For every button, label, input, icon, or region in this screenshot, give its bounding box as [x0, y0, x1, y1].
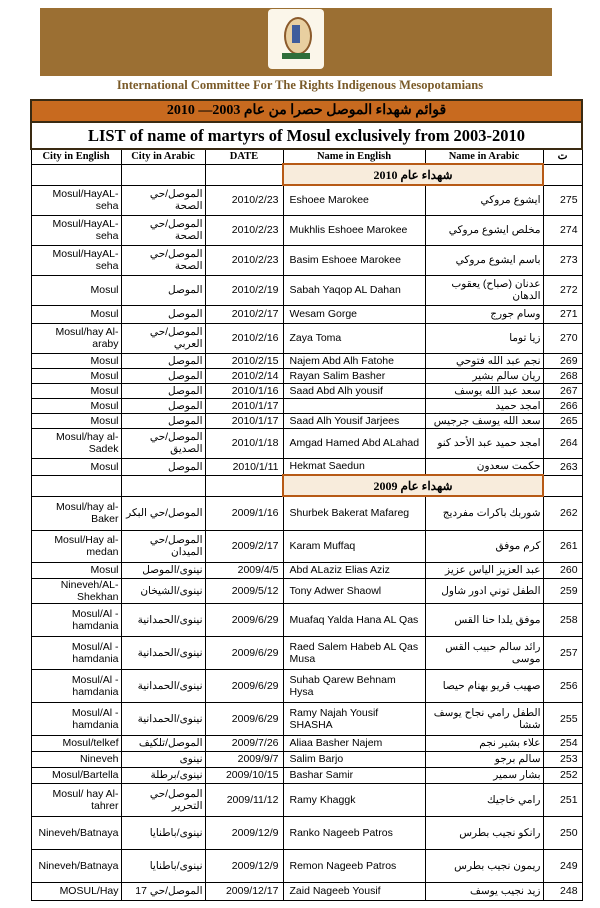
- name-arabic-cell: امجد حميد: [425, 398, 543, 413]
- date-cell: 2010/1/17: [205, 398, 283, 413]
- table-row: [31, 735, 582, 751]
- name-english-cell: Najem Abd Alh Fatohe: [283, 353, 425, 368]
- date-cell: 2009/12/9: [205, 849, 283, 882]
- col-city-english: City in English: [31, 149, 121, 164]
- name-arabic-cell: سعد عبد الله يوسف: [425, 383, 543, 398]
- table-row: [31, 368, 582, 383]
- city-arabic-cell: الموصل/حي 17: [121, 882, 205, 900]
- city-arabic-cell: الموصل: [121, 353, 205, 368]
- city-arabic-cell: الموصل/حي العربي: [121, 323, 205, 353]
- city-english-cell: Mosul/Hay al-medan: [31, 530, 121, 562]
- col-name-english: Name in English: [283, 149, 425, 164]
- number-cell: 249: [543, 849, 582, 882]
- city-english-cell: Nineveh/AL-Shekhan: [31, 578, 121, 603]
- name-arabic-cell: رامي خاجيك: [425, 783, 543, 816]
- table-row: [31, 767, 582, 783]
- table-row: [31, 669, 582, 702]
- name-arabic-cell: بشار سمير: [425, 767, 543, 783]
- name-arabic-cell: الطفل رامي نجاح يوسف ششا: [425, 702, 543, 735]
- city-english-cell: Mosul: [31, 458, 121, 475]
- organization-name: International Committee For The Rights Indigenous Mesopotamians: [116, 78, 484, 92]
- city-arabic-cell: نينوى/الحمدانية: [121, 669, 205, 702]
- city-english-cell: Mosul/telkef: [31, 735, 121, 751]
- title-arabic: قوائم شهداء الموصل حصرا من عام 2003— 2010: [31, 100, 582, 122]
- number-cell: 259: [543, 578, 582, 603]
- name-arabic-cell: كرم موفق: [425, 530, 543, 562]
- number-cell: 271: [543, 305, 582, 323]
- name-english-cell: Salim Barjo: [283, 751, 425, 767]
- city-arabic-cell: الموصل: [121, 413, 205, 428]
- city-english-cell: Mosul/Al - hamdania: [31, 603, 121, 636]
- city-english-cell: Mosul/hay Al-araby: [31, 323, 121, 353]
- number-cell: 275: [543, 185, 582, 215]
- date-cell: 2010/1/16: [205, 383, 283, 398]
- name-english-cell: Zaid Nageeb Yousif: [283, 882, 425, 900]
- city-arabic-cell: نينوى/برطلة: [121, 767, 205, 783]
- name-english-cell: Tony Adwer Shaowl: [283, 578, 425, 603]
- table-row: [31, 275, 582, 305]
- table-row: [31, 603, 582, 636]
- date-cell: 2009/4/5: [205, 562, 283, 578]
- column-header-row: [31, 149, 582, 164]
- number-cell: 251: [543, 783, 582, 816]
- martyrs-table: [30, 99, 583, 901]
- number-cell: 258: [543, 603, 582, 636]
- date-cell: 2010/2/14: [205, 368, 283, 383]
- organization-logo: [268, 9, 324, 69]
- number-cell: 264: [543, 428, 582, 458]
- date-cell: 2010/1/11: [205, 458, 283, 475]
- date-cell: 2009/12/9: [205, 816, 283, 849]
- city-arabic-cell: الموصل/حي الصحة: [121, 185, 205, 215]
- col-city-arabic: City in Arabic: [121, 149, 205, 164]
- city-english-cell: Mosul/hay al-Baker: [31, 496, 121, 530]
- table-row: [31, 530, 582, 562]
- name-arabic-cell: باسم ايشوع مروكي: [425, 245, 543, 275]
- name-english-cell: Ramy Khaggk: [283, 783, 425, 816]
- number-cell: 260: [543, 562, 582, 578]
- city-arabic-cell: نينوى/الحمدانية: [121, 603, 205, 636]
- date-cell: 2010/1/17: [205, 413, 283, 428]
- name-arabic-cell: نجم عبد الله فتوحي: [425, 353, 543, 368]
- table-row: [31, 816, 582, 849]
- number-cell: 270: [543, 323, 582, 353]
- date-cell: 2010/2/19: [205, 275, 283, 305]
- number-cell: 248: [543, 882, 582, 900]
- name-english-cell: Abd ALaziz Elias Aziz: [283, 562, 425, 578]
- name-arabic-cell: رائد سالم حبيب القس موسى: [425, 636, 543, 669]
- name-arabic-cell: وسام جورج: [425, 305, 543, 323]
- table-row: [31, 578, 582, 603]
- name-arabic-cell: صهيب قريو بهنام حيصا: [425, 669, 543, 702]
- city-arabic-cell: نينوى/الحمدانية: [121, 702, 205, 735]
- name-arabic-cell: موفق يلدا حنا القس: [425, 603, 543, 636]
- city-arabic-cell: الموصل/حي التحرير: [121, 783, 205, 816]
- name-english-cell: Ramy Najah Yousif SHASHA: [283, 702, 425, 735]
- city-arabic-cell: نينوى/باطنايا: [121, 816, 205, 849]
- city-english-cell: MOSUL/Hay: [31, 882, 121, 900]
- name-english-cell: [283, 398, 425, 413]
- logo-figure: [292, 25, 300, 43]
- date-cell: 2009/12/17: [205, 882, 283, 900]
- number-cell: 274: [543, 215, 582, 245]
- table-row: [31, 783, 582, 816]
- city-english-cell: Mosul/hay al-Sadek: [31, 428, 121, 458]
- city-arabic-cell: الموصل: [121, 458, 205, 475]
- city-english-cell: Mosul/Bartella: [31, 767, 121, 783]
- date-cell: 2010/2/15: [205, 353, 283, 368]
- name-arabic-cell: ريمون نجيب بطرس: [425, 849, 543, 882]
- city-arabic-cell: نينوى: [121, 751, 205, 767]
- date-cell: 2010/1/18: [205, 428, 283, 458]
- name-english-cell: Raed Salem Habeb AL Qas Musa: [283, 636, 425, 669]
- city-english-cell: Nineveh/Batnaya: [31, 849, 121, 882]
- name-english-cell: Zaya Toma: [283, 323, 425, 353]
- date-cell: 2009/6/29: [205, 669, 283, 702]
- city-english-cell: Mosul/Al - hamdania: [31, 702, 121, 735]
- number-cell: 250: [543, 816, 582, 849]
- number-cell: 263: [543, 458, 582, 475]
- number-cell: 261: [543, 530, 582, 562]
- name-arabic-cell: ايشوع مروكي: [425, 185, 543, 215]
- table-row: [31, 702, 582, 735]
- number-cell: 255: [543, 702, 582, 735]
- name-english-cell: Muafaq Yalda Hana AL Qas: [283, 603, 425, 636]
- city-arabic-cell: الموصل/حي الميدان: [121, 530, 205, 562]
- name-arabic-cell: امجد حميد عبد الأحد كنو: [425, 428, 543, 458]
- table-row: [31, 305, 582, 323]
- date-cell: 2010/2/16: [205, 323, 283, 353]
- table-row: [31, 751, 582, 767]
- city-arabic-cell: الموصل/حي الصحة: [121, 215, 205, 245]
- name-arabic-cell: حكمت سعدون: [425, 458, 543, 475]
- name-english-cell: Suhab Qarew Behnam Hysa: [283, 669, 425, 702]
- table-row: [31, 458, 582, 475]
- name-arabic-cell: الطفل توني ادور شاول: [425, 578, 543, 603]
- section-label-2009: شهداء عام 2009: [283, 475, 543, 496]
- name-arabic-cell: علاء بشير نجم: [425, 735, 543, 751]
- name-arabic-cell: زيد نجيب يوسف: [425, 882, 543, 900]
- number-cell: 254: [543, 735, 582, 751]
- date-cell: 2010/2/17: [205, 305, 283, 323]
- name-english-cell: Amgad Hamed Abd ALahad: [283, 428, 425, 458]
- table-row: [31, 383, 582, 398]
- name-english-cell: Saad Abd Alh yousif: [283, 383, 425, 398]
- table-row: [31, 413, 582, 428]
- number-cell: 256: [543, 669, 582, 702]
- name-arabic-cell: زيا توما: [425, 323, 543, 353]
- logo-base: [282, 53, 310, 59]
- name-english-cell: Basim Eshoee Marokee: [283, 245, 425, 275]
- date-cell: 2010/2/23: [205, 245, 283, 275]
- date-cell: 2010/2/23: [205, 215, 283, 245]
- date-cell: 2009/10/15: [205, 767, 283, 783]
- title-english: LIST of name of martyrs of Mosul exclusively from 2003-2010: [31, 122, 582, 149]
- city-english-cell: Mosul/HayAL-seha: [31, 245, 121, 275]
- name-arabic-cell: عبد العزيز الياس عزيز: [425, 562, 543, 578]
- number-cell: 252: [543, 767, 582, 783]
- name-arabic-cell: عدنان (صباح) يعقوب الدهان: [425, 275, 543, 305]
- city-english-cell: Nineveh/Batnaya: [31, 816, 121, 849]
- name-arabic-cell: سعد الله يوسف جرجيس: [425, 413, 543, 428]
- date-cell: 2010/2/23: [205, 185, 283, 215]
- name-arabic-cell: رانكو نجيب بطرس: [425, 816, 543, 849]
- name-english-cell: Mukhlis Eshoee Marokee: [283, 215, 425, 245]
- date-cell: 2009/7/26: [205, 735, 283, 751]
- section-label-2010: شهداء عام 2010: [283, 164, 543, 185]
- date-cell: 2009/6/29: [205, 636, 283, 669]
- number-cell: 262: [543, 496, 582, 530]
- name-english-cell: Aliaa Basher Najem: [283, 735, 425, 751]
- city-arabic-cell: نينوى/الموصل: [121, 562, 205, 578]
- city-english-cell: Mosul: [31, 353, 121, 368]
- table-row: [31, 636, 582, 669]
- city-arabic-cell: الموصل/تلكيف: [121, 735, 205, 751]
- name-english-cell: Saad Alh Yousif Jarjees: [283, 413, 425, 428]
- number-cell: 273: [543, 245, 582, 275]
- table-row: [31, 398, 582, 413]
- table-row: [31, 882, 582, 900]
- col-name-arabic: Name in Arabic: [425, 149, 543, 164]
- name-english-cell: Wesam Gorge: [283, 305, 425, 323]
- number-cell: 266: [543, 398, 582, 413]
- city-arabic-cell: الموصل: [121, 398, 205, 413]
- date-cell: 2009/9/7: [205, 751, 283, 767]
- date-cell: 2009/6/29: [205, 603, 283, 636]
- city-english-cell: Mosul/HayAL-seha: [31, 185, 121, 215]
- section-row-2010: [31, 164, 582, 185]
- name-arabic-cell: مخلص ايشوع مروكي: [425, 215, 543, 245]
- city-arabic-cell: الموصل/حي الصديق: [121, 428, 205, 458]
- city-arabic-cell: الموصل/حي الصحة: [121, 245, 205, 275]
- section-row-2009: [31, 475, 582, 496]
- col-date: DATE: [205, 149, 283, 164]
- city-english-cell: Mosul: [31, 383, 121, 398]
- number-cell: 268: [543, 368, 582, 383]
- number-cell: 267: [543, 383, 582, 398]
- city-arabic-cell: نينوى/الشيخان: [121, 578, 205, 603]
- city-english-cell: Mosul: [31, 398, 121, 413]
- city-arabic-cell: الموصل: [121, 383, 205, 398]
- table-row: [31, 353, 582, 368]
- city-english-cell: Mosul/Al - hamdania: [31, 669, 121, 702]
- city-arabic-cell: الموصل: [121, 305, 205, 323]
- name-english-cell: Ranko Nageeb Patros: [283, 816, 425, 849]
- col-number: ت: [543, 149, 582, 164]
- number-cell: 265: [543, 413, 582, 428]
- city-english-cell: Mosul: [31, 413, 121, 428]
- name-english-cell: Shurbek Bakerat Mafareg: [283, 496, 425, 530]
- name-english-cell: Rayan Salim Basher: [283, 368, 425, 383]
- city-english-cell: Mosul/ hay Al-tahrer: [31, 783, 121, 816]
- date-cell: 2009/1/16: [205, 496, 283, 530]
- number-cell: 257: [543, 636, 582, 669]
- city-arabic-cell: نينوى/باطنايا: [121, 849, 205, 882]
- date-cell: 2009/11/12: [205, 783, 283, 816]
- table-row: [31, 323, 582, 353]
- city-english-cell: Mosul: [31, 562, 121, 578]
- city-arabic-cell: الموصل/حي البكر: [121, 496, 205, 530]
- name-english-cell: Karam Muffaq: [283, 530, 425, 562]
- number-cell: 253: [543, 751, 582, 767]
- name-english-cell: Remon Nageeb Patros: [283, 849, 425, 882]
- number-cell: 272: [543, 275, 582, 305]
- name-arabic-cell: سالم برجو: [425, 751, 543, 767]
- name-english-cell: Hekmat Saedun: [283, 458, 425, 475]
- number-cell: 269: [543, 353, 582, 368]
- city-arabic-cell: الموصل: [121, 275, 205, 305]
- date-cell: 2009/5/12: [205, 578, 283, 603]
- date-cell: 2009/6/29: [205, 702, 283, 735]
- table-row: [31, 849, 582, 882]
- city-arabic-cell: نينوى/الحمدانية: [121, 636, 205, 669]
- table-row: [31, 562, 582, 578]
- date-cell: 2009/2/17: [205, 530, 283, 562]
- name-english-cell: Eshoee Marokee: [283, 185, 425, 215]
- city-english-cell: Mosul: [31, 305, 121, 323]
- name-english-cell: Bashar Samir: [283, 767, 425, 783]
- table-row: [31, 496, 582, 530]
- name-arabic-cell: ريان سالم بشير: [425, 368, 543, 383]
- city-english-cell: Mosul: [31, 275, 121, 305]
- table-row: [31, 245, 582, 275]
- table-row: [31, 185, 582, 215]
- name-english-cell: Sabah Yaqop AL Dahan: [283, 275, 425, 305]
- table-row: [31, 428, 582, 458]
- city-english-cell: Nineveh: [31, 751, 121, 767]
- table-row: [31, 215, 582, 245]
- city-arabic-cell: الموصل: [121, 368, 205, 383]
- name-arabic-cell: شوربك باكرات مفرديج: [425, 496, 543, 530]
- city-english-cell: Mosul: [31, 368, 121, 383]
- city-english-cell: Mosul/HayAL-seha: [31, 215, 121, 245]
- city-english-cell: Mosul/Al - hamdania: [31, 636, 121, 669]
